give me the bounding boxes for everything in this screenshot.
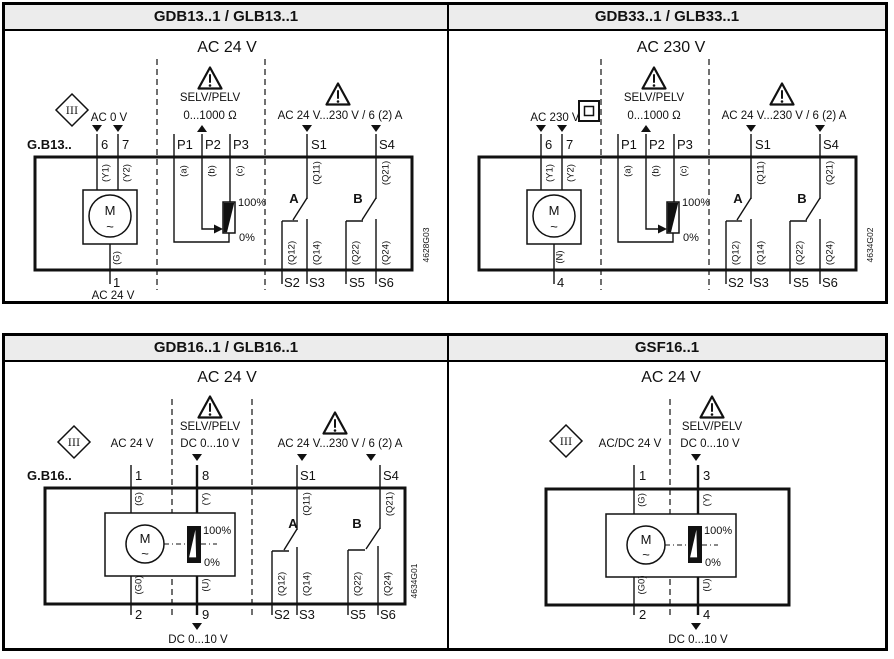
selv-range-label: 0...1000 Ω [183, 110, 237, 122]
switch-a-label: A [288, 516, 298, 531]
supply-voltage-label: AC 24 V [641, 369, 701, 386]
terminal-p2-label: P2 [649, 137, 665, 152]
arrow-down-marker [302, 125, 312, 132]
pot-0-label: 0% [239, 232, 255, 244]
supply-voltage-label: AC 230 V [636, 39, 706, 56]
arrow-down-marker [297, 454, 307, 461]
terminal-s2-label: S2 [274, 607, 290, 622]
terminal-7-label: 7 [122, 137, 130, 152]
bottom-diagram-block [2, 333, 888, 651]
wire-label-q14: (Q14) [311, 240, 323, 266]
arrow-down-marker [746, 125, 756, 132]
wire-label-q14: (Q14) [301, 571, 313, 597]
arrow-down-marker [536, 125, 546, 132]
terminal-s6-label: S6 [378, 275, 394, 290]
bottom-feed-label: AC 24 V [91, 290, 135, 302]
warning-triangle-icon [701, 397, 724, 418]
feed-voltage-label: AC/DC 24 V [598, 438, 662, 450]
bottom-header-row [5, 336, 885, 362]
terminal-p1-label: P1 [621, 137, 637, 152]
terminal-p1-label: P1 [177, 137, 193, 152]
terminal-6-label: 6 [545, 137, 553, 152]
terminal-s2-label: S2 [728, 275, 744, 290]
pot-0-label: 0% [204, 557, 220, 569]
wire-label-q14: (Q14) [755, 240, 767, 266]
arrow-down-marker [371, 125, 381, 132]
selv-range-label: DC 0...10 V [180, 438, 240, 450]
potentiometer-icon [223, 202, 235, 233]
warning-triangle-icon [643, 68, 666, 89]
warning-triangle-icon [327, 84, 350, 105]
motor-icon [527, 190, 581, 244]
pot-0-label: 0% [683, 232, 699, 244]
motor-icon [627, 526, 665, 564]
potentiometer-icon [667, 202, 679, 233]
arrow-up-marker [197, 125, 207, 132]
selv-label: SELV/PELV [681, 421, 743, 433]
feed-voltage-label: AC 230 V [530, 112, 580, 124]
motor-ac-symbol: ~ [141, 546, 149, 561]
motor-letter: M [640, 532, 652, 547]
panel-gsf16-diagram [449, 362, 885, 648]
terminal-s1-label: S1 [311, 137, 327, 152]
class-iii-icon [550, 425, 582, 457]
arrow-down-marker [691, 623, 701, 630]
pot-100-label: 100% [704, 525, 733, 537]
terminal-s6-label: S6 [380, 607, 396, 622]
wire-label-g0: (G0) [133, 575, 145, 595]
terminal-p2-label: P2 [205, 137, 221, 152]
class-iii-label: III [65, 105, 79, 117]
wire-label-y1: (Y1) [100, 164, 112, 182]
wire-label-b: (b) [206, 165, 218, 177]
wire-label-q21: (Q21) [380, 160, 392, 186]
terminal-s5-label: S5 [349, 275, 365, 290]
pot-100-label: 100% [238, 197, 267, 209]
wire-label-q22: (Q22) [350, 240, 362, 266]
terminal-4-label: 4 [557, 275, 565, 290]
relay-rating-label: AC 24 V...230 V / 6 (2) A [277, 110, 403, 122]
selv-range-label: 0...1000 Ω [627, 110, 681, 122]
motor-letter: M [548, 203, 560, 218]
wire-label-q12: (Q12) [730, 240, 742, 266]
switch-a-label: A [733, 191, 743, 206]
bottom-feed-label: DC 0...10 V [668, 634, 728, 646]
arrow-down-marker [366, 454, 376, 461]
terminal-s5-label: S5 [793, 275, 809, 290]
terminal-6-label: 6 [101, 137, 109, 152]
terminal-s2-label: S2 [284, 275, 300, 290]
wire-label-q12: (Q12) [286, 240, 298, 266]
motor-letter: M [104, 203, 116, 218]
terminal-p3-label: P3 [677, 137, 693, 152]
wire-label-q24: (Q24) [382, 571, 394, 597]
wire-label-q22: (Q22) [794, 240, 806, 266]
feed-voltage-label: AC 0 V [90, 112, 128, 124]
warning-triangle-icon [771, 84, 794, 105]
terminal-3-label: 3 [703, 468, 711, 483]
terminal-2-label: 2 [135, 607, 143, 622]
selv-range-label: DC 0...10 V [680, 438, 740, 450]
selv-label: SELV/PELV [623, 92, 685, 104]
switch-b-label: B [352, 516, 362, 531]
class-iii-icon [58, 426, 90, 458]
top-diagram-block [2, 2, 888, 304]
wiper-arrow [658, 225, 667, 234]
wire-label-q22: (Q22) [352, 571, 364, 597]
arrow-down-marker [92, 125, 102, 132]
wiper-arrow [214, 225, 223, 234]
terminal-s1-label: S1 [300, 468, 316, 483]
wire-label-q12: (Q12) [276, 571, 288, 597]
wire-label-y1: (Y1) [544, 164, 556, 182]
supply-voltage-label: AC 24 V [197, 369, 257, 386]
terminal-7-label: 7 [566, 137, 574, 152]
terminal-9-label: 9 [202, 607, 210, 622]
motor-ac-symbol: ~ [550, 219, 558, 234]
wire-label-c: (c) [678, 165, 690, 177]
wire-label-g: (G) [636, 493, 648, 507]
wire-label-g0: (G0) [636, 575, 648, 595]
switch-b-label: B [797, 191, 807, 206]
wire-label-y2: (Y2) [565, 164, 577, 182]
class-ii-icon [579, 101, 599, 121]
wire-label-q21: (Q21) [384, 491, 396, 517]
wire-label-u: (U) [701, 578, 713, 592]
switch-a-label: A [289, 191, 299, 206]
potentiometer-icon [688, 526, 702, 563]
arrow-up-marker [641, 125, 651, 132]
wire-label-q24: (Q24) [824, 240, 836, 266]
warning-triangle-icon [324, 413, 347, 434]
wire-label-q11: (Q11) [755, 161, 767, 185]
model-label: G.B16.. [27, 468, 72, 483]
terminal-s3-label: S3 [299, 607, 315, 622]
supply-voltage-label: AC 24 V [197, 39, 257, 56]
model-label: G.B13.. [27, 137, 72, 152]
wire-label-q11: (Q11) [301, 492, 313, 516]
terminal-s4-label: S4 [823, 137, 839, 152]
wire-label-b: (b) [650, 165, 662, 177]
pot-0-label: 0% [705, 557, 721, 569]
terminal-8-label: 8 [202, 468, 210, 483]
warning-triangle-icon [199, 397, 222, 418]
wire-label-a: (a) [622, 165, 634, 177]
bottom-feed-label: DC 0...10 V [168, 634, 228, 646]
motor-ac-symbol: ~ [106, 219, 114, 234]
terminal-s4-label: S4 [383, 468, 399, 483]
wire-label-u: (U) [200, 578, 212, 592]
selv-label: SELV/PELV [179, 92, 241, 104]
terminal-s6-label: S6 [822, 275, 838, 290]
terminal-4-label: 4 [703, 607, 711, 622]
selv-label: SELV/PELV [179, 421, 241, 433]
wire-label-g: (G) [133, 492, 145, 506]
terminal-s5-label: S5 [350, 607, 366, 622]
arrow-down-marker [691, 454, 701, 461]
terminal-s4-label: S4 [379, 137, 395, 152]
arrow-down-marker [815, 125, 825, 132]
terminal-p3-label: P3 [233, 137, 249, 152]
wire-label-q21: (Q21) [824, 160, 836, 186]
terminal-1-label: 1 [113, 275, 121, 290]
wire-label-c: (c) [234, 165, 246, 177]
panel-gdb16-title: GDB16..1 / GLB16..1 [153, 339, 299, 356]
pot-100-label: 100% [682, 197, 711, 209]
wire-label-y: (Y) [701, 493, 713, 507]
relay-rating-label: AC 24 V...230 V / 6 (2) A [721, 110, 847, 122]
motor-icon [83, 190, 137, 244]
wire-label-y: (Y) [200, 492, 212, 506]
potentiometer-icon [187, 526, 201, 563]
arrow-down-marker [113, 125, 123, 132]
wire-label-y2: (Y2) [121, 164, 133, 182]
motor-letter: M [139, 531, 151, 546]
doc-code: 4634G02 [865, 227, 875, 263]
terminal-s3-label: S3 [309, 275, 325, 290]
doc-code: 4628G03 [421, 227, 431, 263]
panel-gdb16-diagram [5, 362, 447, 648]
panel-gdb33-title: GDB33..1 / GLB33..1 [594, 8, 740, 25]
wire-label-g: (G) [111, 251, 123, 265]
class-iii-label: III [67, 437, 81, 449]
terminal-1-label: 1 [135, 468, 143, 483]
relay-rating-label: AC 24 V...230 V / 6 (2) A [277, 438, 403, 450]
panel-gdb13-title: GDB13..1 / GLB13..1 [153, 8, 299, 25]
motor-ac-symbol: ~ [642, 547, 650, 562]
class-iii-icon [56, 94, 88, 126]
doc-code: 4634G01 [409, 563, 419, 599]
terminal-s3-label: S3 [753, 275, 769, 290]
wire-label-a: (a) [178, 165, 190, 177]
arrow-down-marker [192, 454, 202, 461]
class-iii-label: III [559, 436, 573, 448]
panel-gsf16-title: GSF16..1 [634, 339, 700, 356]
motor-icon [126, 525, 164, 563]
switch-b-label: B [353, 191, 363, 206]
top-header-row [5, 5, 885, 31]
arrow-down-marker [192, 623, 202, 630]
wire-label-q11: (Q11) [311, 161, 323, 185]
wire-label-n: (N) [554, 250, 566, 264]
wire-label-q24: (Q24) [380, 240, 392, 266]
feed-voltage-label: AC 24 V [110, 438, 154, 450]
terminal-1-label: 1 [639, 468, 647, 483]
arrow-down-marker [557, 125, 567, 132]
terminal-s1-label: S1 [755, 137, 771, 152]
pot-100-label: 100% [203, 525, 232, 537]
warning-triangle-icon [199, 68, 222, 89]
panel-gdb13-diagram [5, 31, 447, 301]
panel-gdb33-diagram [449, 31, 885, 301]
terminal-2-label: 2 [639, 607, 647, 622]
